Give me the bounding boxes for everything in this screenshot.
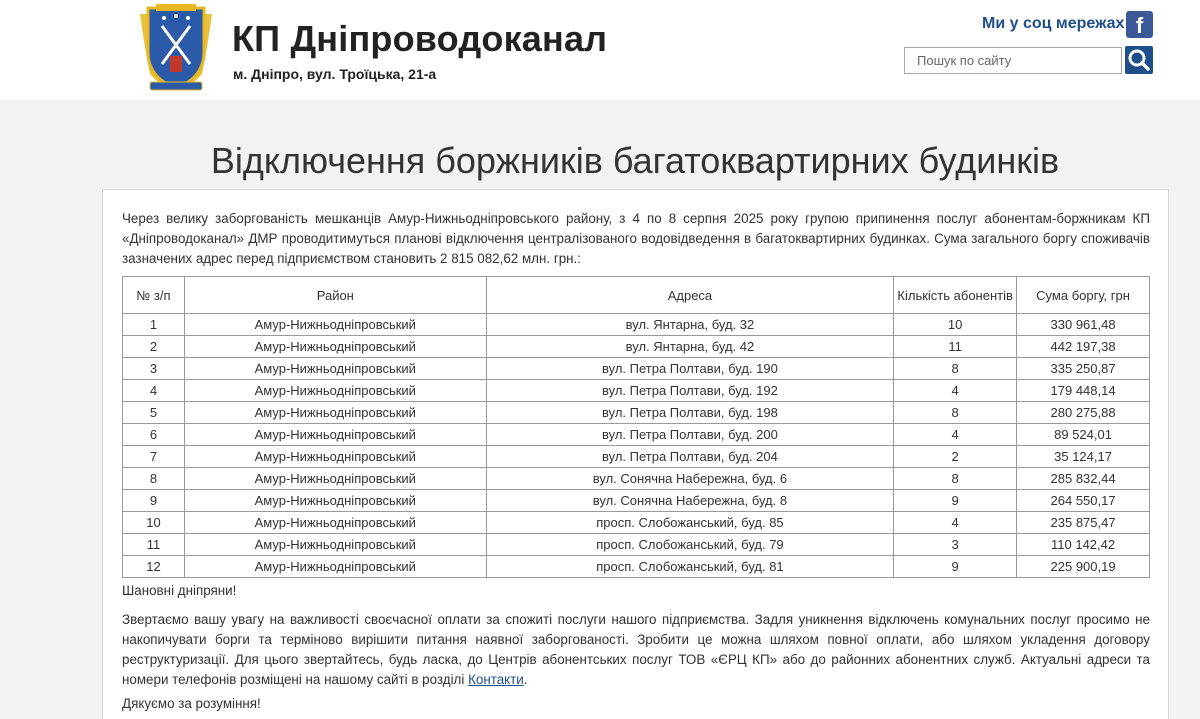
cell-address: вул. Петра Полтави, буд. 192 <box>486 380 894 402</box>
search-icon <box>1125 46 1153 74</box>
search-input[interactable] <box>904 47 1122 74</box>
site-address: м. Дніпро, вул. Троїцька, 21-а <box>233 66 437 82</box>
cell-debt: 225 900,19 <box>1017 556 1150 578</box>
thanks-paragraph: Дякуємо за розуміння! <box>122 696 261 711</box>
site-title[interactable]: КП Дніпроводоканал <box>232 18 608 59</box>
intro-paragraph: Через велику заборгованість мешканців Амур-Нижньодніпровського району, з 4 по 8 серпня 2025 року групою припинення послуг абонентам-боржникам КП «Дніпроводоканал» ДМР проводитимуться планові відключення централізованого водовідведення в багатоквартирних будинках. Сума загального боргу споживачів зазначених адрес перед підприємством становить 2 815 082,62 млн. грн.: <box>122 211 1150 266</box>
cell-address: вул. Петра Полтави, буд. 198 <box>486 402 894 424</box>
table-row <box>123 358 1150 380</box>
cell-debt: 264 550,17 <box>1017 490 1150 512</box>
cell-district: Амур-Нижньодніпровський <box>184 314 486 336</box>
cell-number: 6 <box>123 424 185 446</box>
table-row <box>123 424 1150 446</box>
facebook-icon[interactable]: f <box>1126 11 1153 38</box>
cell-subscribers: 9 <box>894 556 1017 578</box>
cell-debt: 330 961,48 <box>1017 314 1150 336</box>
col-header-address: Адреса <box>486 277 894 314</box>
cell-subscribers: 8 <box>894 468 1017 490</box>
cell-address: вул. Янтарна, буд. 32 <box>486 314 894 336</box>
col-header-subscribers: Кількість абонентів <box>894 277 1017 314</box>
cell-district: Амур-Нижньодніпровський <box>184 336 486 358</box>
col-header-debt: Сума боргу, грн <box>1017 277 1150 314</box>
debtors-table <box>122 276 1150 578</box>
cell-district: Амур-Нижньодніпровський <box>184 512 486 534</box>
cell-number: 2 <box>123 336 185 358</box>
notice-text: Звертаємо вашу увагу на важливості своєчасної оплати за спожиті послуги нашого підприємства. Задля уникнення відключень комунальних послуг просимо не накопичувати борги та терміново вирішити питання наявної заборгованості. Зробити це можна шляхом повної оплати, або шляхом укладення договору реструктуризації. Для цього звертайтесь, будь ласка, до Центрів абонентських послуг ТОВ «ЄРЦ КП» або до районних абонентних служб. Актуальні адреси та номери телефонів розміщені на нашому сайті в розділі <box>122 612 1150 687</box>
cell-subscribers: 4 <box>894 512 1017 534</box>
cell-address: вул. Сонячна Набережна, буд. 8 <box>486 490 894 512</box>
col-header-number: № з/п <box>123 277 185 314</box>
cell-debt: 335 250,87 <box>1017 358 1150 380</box>
cell-district: Амур-Нижньодніпровський <box>184 556 486 578</box>
table-row <box>123 534 1150 556</box>
cell-number: 9 <box>123 490 185 512</box>
cell-address: вул. Петра Полтави, буд. 204 <box>486 446 894 468</box>
cell-number: 11 <box>123 534 185 556</box>
cell-address: вул. Петра Полтави, буд. 190 <box>486 358 894 380</box>
greeting-paragraph: Шановні дніпряни! <box>122 583 237 598</box>
cell-subscribers: 11 <box>894 336 1017 358</box>
cell-district: Амур-Нижньодніпровський <box>184 534 486 556</box>
social-label: Ми у соц мережах <box>982 15 1125 32</box>
contacts-link[interactable]: Контакти <box>468 672 524 687</box>
table-header-row <box>123 277 1150 314</box>
cell-address: вул. Петра Полтави, буд. 200 <box>486 424 894 446</box>
cell-subscribers: 8 <box>894 358 1017 380</box>
cell-number: 1 <box>123 314 185 336</box>
cell-subscribers: 3 <box>894 534 1017 556</box>
article-content <box>102 189 1169 719</box>
cell-debt: 442 197,38 <box>1017 336 1150 358</box>
cell-subscribers: 10 <box>894 314 1017 336</box>
cell-district: Амур-Нижньодніпровський <box>184 380 486 402</box>
cell-number: 3 <box>123 358 185 380</box>
cell-debt: 280 275,88 <box>1017 402 1150 424</box>
cell-address: просп. Слобожанський, буд. 79 <box>486 534 894 556</box>
col-header-district: Район <box>184 277 486 314</box>
search-button[interactable] <box>1125 46 1153 74</box>
cell-number: 12 <box>123 556 185 578</box>
cell-number: 4 <box>123 380 185 402</box>
cell-number: 8 <box>123 468 185 490</box>
notice-paragraph <box>122 610 1150 690</box>
cell-address: просп. Слобожанський, буд. 85 <box>486 512 894 534</box>
cell-debt: 235 875,47 <box>1017 512 1150 534</box>
table-row <box>123 446 1150 468</box>
cell-number: 10 <box>123 512 185 534</box>
cell-address: просп. Слобожанський, буд. 81 <box>486 556 894 578</box>
cell-district: Амур-Нижньодніпровський <box>184 358 486 380</box>
cell-address: вул. Янтарна, буд. 42 <box>486 336 894 358</box>
cell-district: Амур-Нижньодніпровський <box>184 490 486 512</box>
table-row <box>123 490 1150 512</box>
cell-number: 7 <box>123 446 185 468</box>
city-crest-logo[interactable] <box>136 4 216 92</box>
cell-district: Амур-Нижньодніпровський <box>184 402 486 424</box>
cell-address: вул. Сонячна Набережна, буд. 6 <box>486 468 894 490</box>
site-header <box>0 0 1200 100</box>
cell-district: Амур-Нижньодніпровський <box>184 446 486 468</box>
table-row <box>123 402 1150 424</box>
cell-subscribers: 4 <box>894 424 1017 446</box>
cell-debt: 285 832,44 <box>1017 468 1150 490</box>
table-row <box>123 512 1150 534</box>
table-row <box>123 380 1150 402</box>
cell-number: 5 <box>123 402 185 424</box>
cell-district: Амур-Нижньодніпровський <box>184 424 486 446</box>
cell-debt: 35 124,17 <box>1017 446 1150 468</box>
notice-end: . <box>523 672 528 687</box>
cell-subscribers: 2 <box>894 446 1017 468</box>
page-title: Відключення боржників багатоквартирних будинків <box>210 140 1060 181</box>
cell-debt: 89 524,01 <box>1017 424 1150 446</box>
table-row <box>123 556 1150 578</box>
cell-district: Амур-Нижньодніпровський <box>184 468 486 490</box>
cell-debt: 179 448,14 <box>1017 380 1150 402</box>
cell-debt: 110 142,42 <box>1017 534 1150 556</box>
table-row <box>123 314 1150 336</box>
cell-subscribers: 4 <box>894 380 1017 402</box>
table-row <box>123 336 1150 358</box>
cell-subscribers: 9 <box>894 490 1017 512</box>
table-row <box>123 468 1150 490</box>
cell-subscribers: 8 <box>894 402 1017 424</box>
